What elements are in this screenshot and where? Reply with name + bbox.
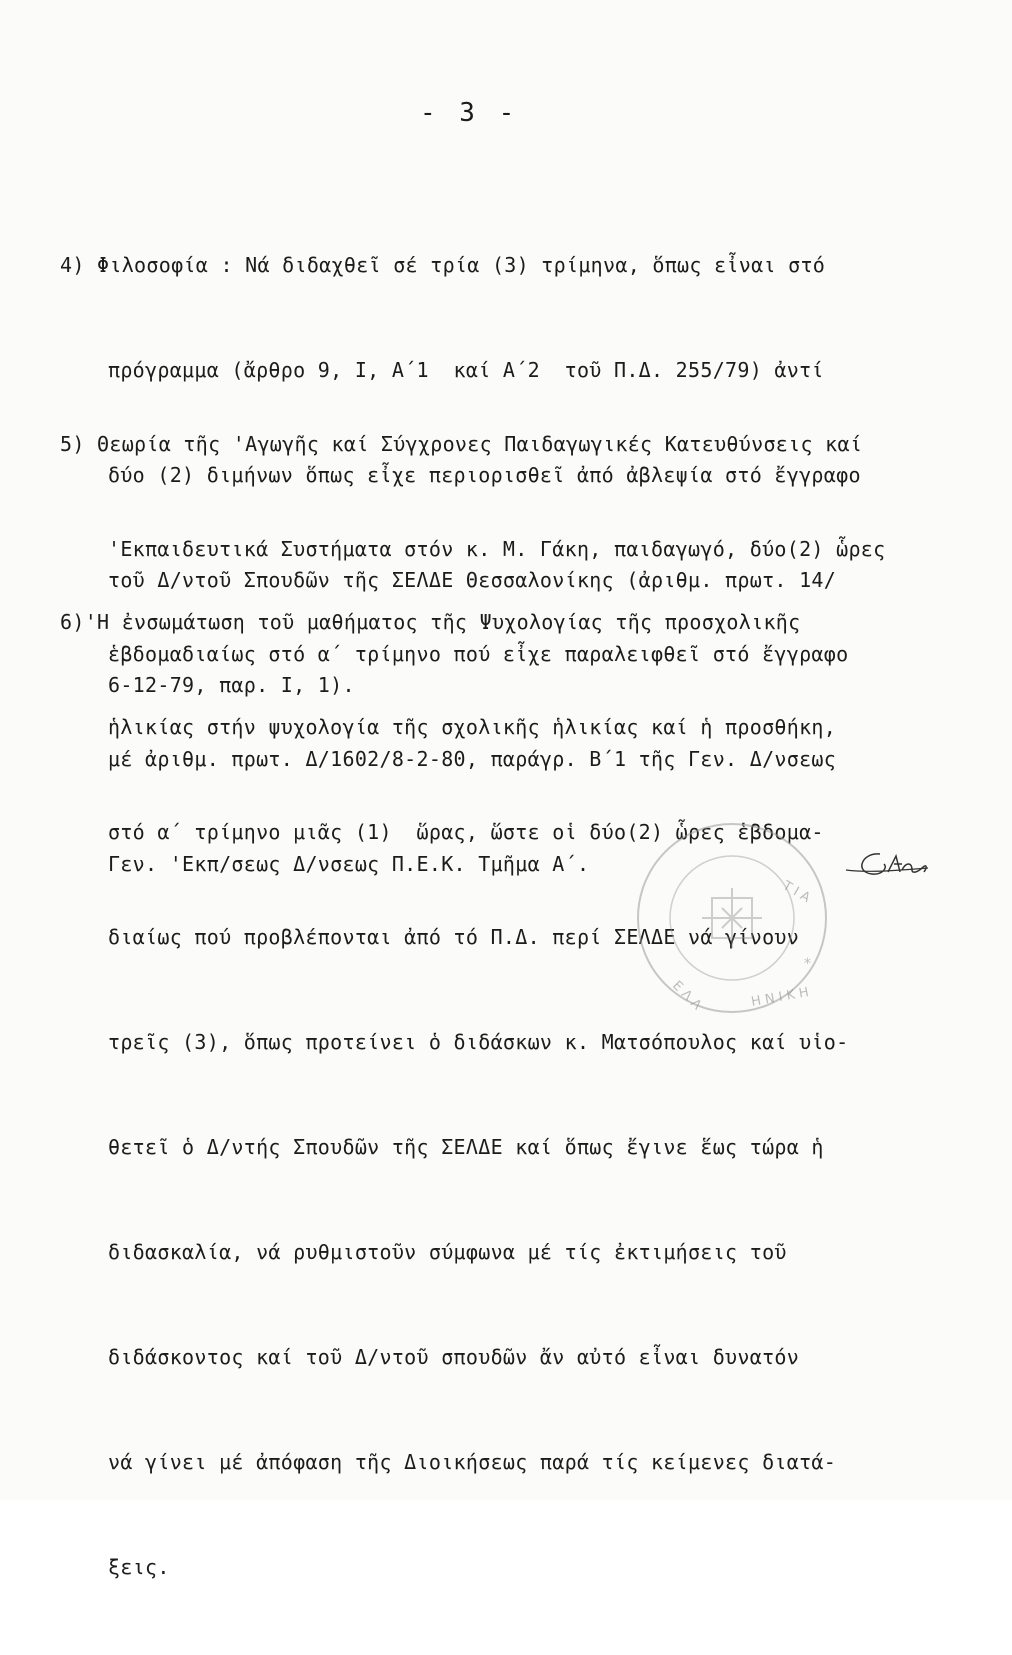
paragraph-line: ἑβδομαδιαίως στό α΄ τρίμηνο πού εἶχε παραλειφθεῖ στό ἔγγραφο [108, 642, 849, 666]
paragraph-line: ἡλικίας στήν ψυχολογία τῆς σχολικῆς ἡλικίας καί ἡ προσθήκη, [108, 715, 837, 739]
paragraph-line: νά γίνει μέ ἀπόφαση τῆς Διοικήσεως παρά τίς κείμενες διατά- [108, 1450, 837, 1474]
handwritten-signature [842, 842, 932, 892]
page-number: - 3 - [420, 98, 519, 128]
paragraph-line: διαίως πού προβλέπονται ἀπό τό Π.Δ. περί ΣΕΛΔΕ νά γίνουν [108, 925, 800, 949]
svg-text:Ε Λ Λ: Ε Λ Λ [669, 978, 705, 1014]
official-stamp [632, 818, 832, 1018]
paragraph-line: Γεν. 'Εκπ/σεως Δ/νσεως Π.Ε.Κ. Τμῆμα Α΄. [108, 852, 590, 876]
paragraph-line: δύο (2) διμήνων ὅπως εἶχε περιορισθεῖ ἀπό ἀβλεψία στό ἔγγραφο [108, 463, 861, 487]
paragraph-line: 'Εκπαιδευτικά Συστήματα στόν κ. Μ. Γάκη, παιδαγωγό, δύο(2) ὧρες [108, 537, 886, 561]
paragraph-number: 5) [60, 432, 85, 456]
paragraph-number: 4) [60, 253, 85, 277]
paragraph-line: διδασκαλία, νά ρυθμιστοῦν σύμφωνα μέ τίς ἐκτιμήσεις τοῦ [108, 1240, 787, 1264]
paragraph-line: μέ ἀριθμ. πρωτ. Δ/1602/8-2-80, παράγρ. Β΄1 τῆς Γεν. Δ/νσεως [108, 747, 837, 771]
paragraph-line [60, 427, 885, 462]
paragraph-line: τρεῖς (3), ὅπως προτείνει ὁ διδάσκων κ. Ματσόπουλος καί υἱο- [108, 1030, 849, 1054]
paragraph-text: Θεωρία τῆς 'Αγωγῆς καί Σύγχρονες Παιδαγωγικές Κατευθύνσεις καί [97, 432, 863, 456]
svg-text:Η Ν Ι Κ Η: Η Ν Ι Κ Η [750, 985, 810, 1010]
paragraph-text: Φιλοσοφία : Νά διδαχθεῖ σέ τρία (3) τρίμηνα, ὅπως εἶναι στό [97, 253, 826, 277]
paragraph-line: τοῦ Δ/ντοῦ Σπουδῶν τῆς ΣΕΛΔΕ Θεσσαλονίκης (ἀριθμ. πρωτ. 14/ [108, 568, 837, 592]
paragraph-number: 6) [60, 610, 85, 634]
paragraph-6 [60, 535, 848, 1655]
paragraph-line: στό α΄ τρίμηνο μιᾶς (1) ὥρας, ὥστε οἱ δύο(2) ὧρες ἑβδομα- [108, 820, 824, 844]
paragraph-text: 'Η ἐνσωμάτωση τοῦ μαθήματος τῆς Ψυχολογίας τῆς προσχολικῆς [84, 610, 801, 634]
svg-text:Τ Ι Α: Τ Ι Α [780, 878, 813, 906]
paragraph-line: διδάσκοντος καί τοῦ Δ/ντοῦ σπουδῶν ἄν αὐτό εἶναι δυνατόν [108, 1345, 800, 1369]
paragraph-line: θετεῖ ὁ Δ/ντής Σπουδῶν τῆς ΣΕΛΔΕ καί ὅπως ἔγινε ἕως τώρα ἡ [108, 1135, 824, 1159]
svg-text:*: * [804, 956, 811, 972]
paragraph-line: 6-12-79, παρ. Ι, 1). [108, 673, 355, 697]
paragraph-line: ξεις. [108, 1555, 170, 1579]
paragraph-line: πρόγραμμα (ἄρθρο 9, Ι, Α΄1 καί Α΄2 τοῦ Π.Δ. 255/79) ἀντί [108, 358, 824, 382]
paragraph-line [60, 248, 861, 283]
paragraph-line [60, 605, 848, 640]
